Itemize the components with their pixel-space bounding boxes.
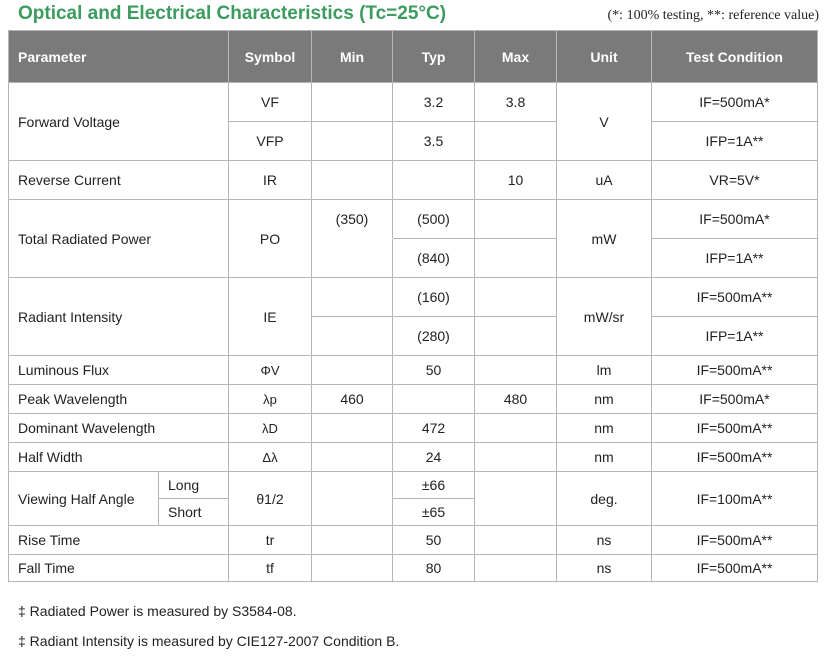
symbol-cell: θ1/2 [229,472,312,526]
condition-cell: IFP=1A** [652,122,818,161]
max-cell [475,526,557,555]
section-title: Optical and Electrical Characteristics (Tc=25°C) [18,3,447,24]
table-row [9,278,818,317]
typ-cell: ±66 [393,472,475,499]
min-cell [312,278,393,317]
unit-cell: nm [557,385,652,414]
condition-cell: IF=500mA** [652,555,818,582]
header-test-condition: Test Condition [652,31,818,83]
header-parameter: Parameter [9,31,229,83]
param-dominant-wavelength: Dominant Wavelength [9,414,229,443]
symbol-cell: PO [229,200,312,278]
min-cell [312,472,393,526]
unit-cell: V [557,83,652,161]
table-row [9,443,818,472]
footnote-radiant-intensity: ‡ Radiant Intensity is measured by CIE127-2007 Condition B. [18,633,400,649]
max-cell: 10 [475,161,557,200]
min-cell: (350) [312,200,393,239]
unit-cell: uA [557,161,652,200]
condition-cell: IFP=1A** [652,239,818,278]
condition-cell: IF=500mA* [652,83,818,122]
table-row [9,356,818,385]
param-viewing-half-angle: Viewing Half Angle [9,472,159,526]
unit-cell: mW/sr [557,278,652,356]
condition-cell: IF=500mA** [652,414,818,443]
symbol-cell: λD [229,414,312,443]
symbol-cell: IE [229,278,312,356]
footnote-radiated-power: ‡ Radiated Power is measured by S3584-08. [18,603,297,619]
typ-cell: 3.5 [393,122,475,161]
max-cell [475,356,557,385]
symbol-cell: ΦV [229,356,312,385]
header-symbol: Symbol [229,31,312,83]
characteristics-table [8,30,818,582]
typ-cell: 50 [393,356,475,385]
unit-cell: lm [557,356,652,385]
typ-cell: (160) [393,278,475,317]
min-cell [312,555,393,582]
param-luminous-flux: Luminous Flux [9,356,229,385]
max-cell [475,200,557,239]
typ-cell: 472 [393,414,475,443]
header-row [9,31,818,83]
symbol-cell: VFP [229,122,312,161]
header-typ: Typ [393,31,475,83]
condition-cell: IF=500mA** [652,443,818,472]
max-cell [475,555,557,582]
table-row [9,200,818,239]
condition-cell: IF=500mA* [652,385,818,414]
min-cell: 460 [312,385,393,414]
typ-cell: ±65 [393,499,475,526]
max-cell: 3.8 [475,83,557,122]
typ-cell: (840) [393,239,475,278]
min-cell [312,239,393,278]
symbol-cell: λp [229,385,312,414]
param-peak-wavelength: Peak Wavelength [9,385,229,414]
table-row [9,385,818,414]
min-cell [312,161,393,200]
typ-cell [393,385,475,414]
header-max: Max [475,31,557,83]
condition-cell: IF=500mA* [652,200,818,239]
param-fall-time: Fall Time [9,555,229,582]
min-cell [312,443,393,472]
param-rise-time: Rise Time [9,526,229,555]
condition-cell: IF=500mA** [652,356,818,385]
condition-cell: IFP=1A** [652,317,818,356]
param-total-radiated-power: Total Radiated Power [9,200,229,278]
table-row [9,83,818,122]
param-half-width: Half Width [9,443,229,472]
typ-cell: 50 [393,526,475,555]
max-cell [475,472,557,526]
min-cell [312,414,393,443]
condition-cell: IF=500mA** [652,526,818,555]
header-unit: Unit [557,31,652,83]
table-row [9,472,818,499]
max-cell [475,278,557,317]
legend-note: (*: 100% testing, **: reference value) [607,8,819,23]
min-cell [312,122,393,161]
table-row [9,161,818,200]
max-cell [475,317,557,356]
condition-cell: IF=500mA** [652,278,818,317]
max-cell [475,239,557,278]
symbol-cell: tr [229,526,312,555]
condition-cell: IF=100mA** [652,472,818,526]
table-row [9,526,818,555]
max-cell: 480 [475,385,557,414]
unit-cell: ns [557,526,652,555]
max-cell [475,443,557,472]
symbol-cell: VF [229,83,312,122]
unit-cell: nm [557,443,652,472]
typ-cell: 3.2 [393,83,475,122]
min-cell [312,83,393,122]
typ-cell: (500) [393,200,475,239]
min-cell [312,356,393,385]
symbol-cell: Δλ [229,443,312,472]
max-cell [475,122,557,161]
min-cell [312,317,393,356]
param-forward-voltage: Forward Voltage [9,83,229,161]
condition-cell: VR=5V* [652,161,818,200]
param-reverse-current: Reverse Current [9,161,229,200]
min-cell [312,526,393,555]
table-row [9,414,818,443]
unit-cell: ns [557,555,652,582]
max-cell [475,414,557,443]
unit-cell: nm [557,414,652,443]
unit-cell: mW [557,200,652,278]
unit-cell: deg. [557,472,652,526]
table-row [9,555,818,582]
param-radiant-intensity: Radiant Intensity [9,278,229,356]
typ-cell: 80 [393,555,475,582]
sub-param-long: Long [159,472,229,499]
symbol-cell: IR [229,161,312,200]
sub-param-short: Short [159,499,229,526]
typ-cell [393,161,475,200]
symbol-cell: tf [229,555,312,582]
typ-cell: 24 [393,443,475,472]
header-min: Min [312,31,393,83]
typ-cell: (280) [393,317,475,356]
